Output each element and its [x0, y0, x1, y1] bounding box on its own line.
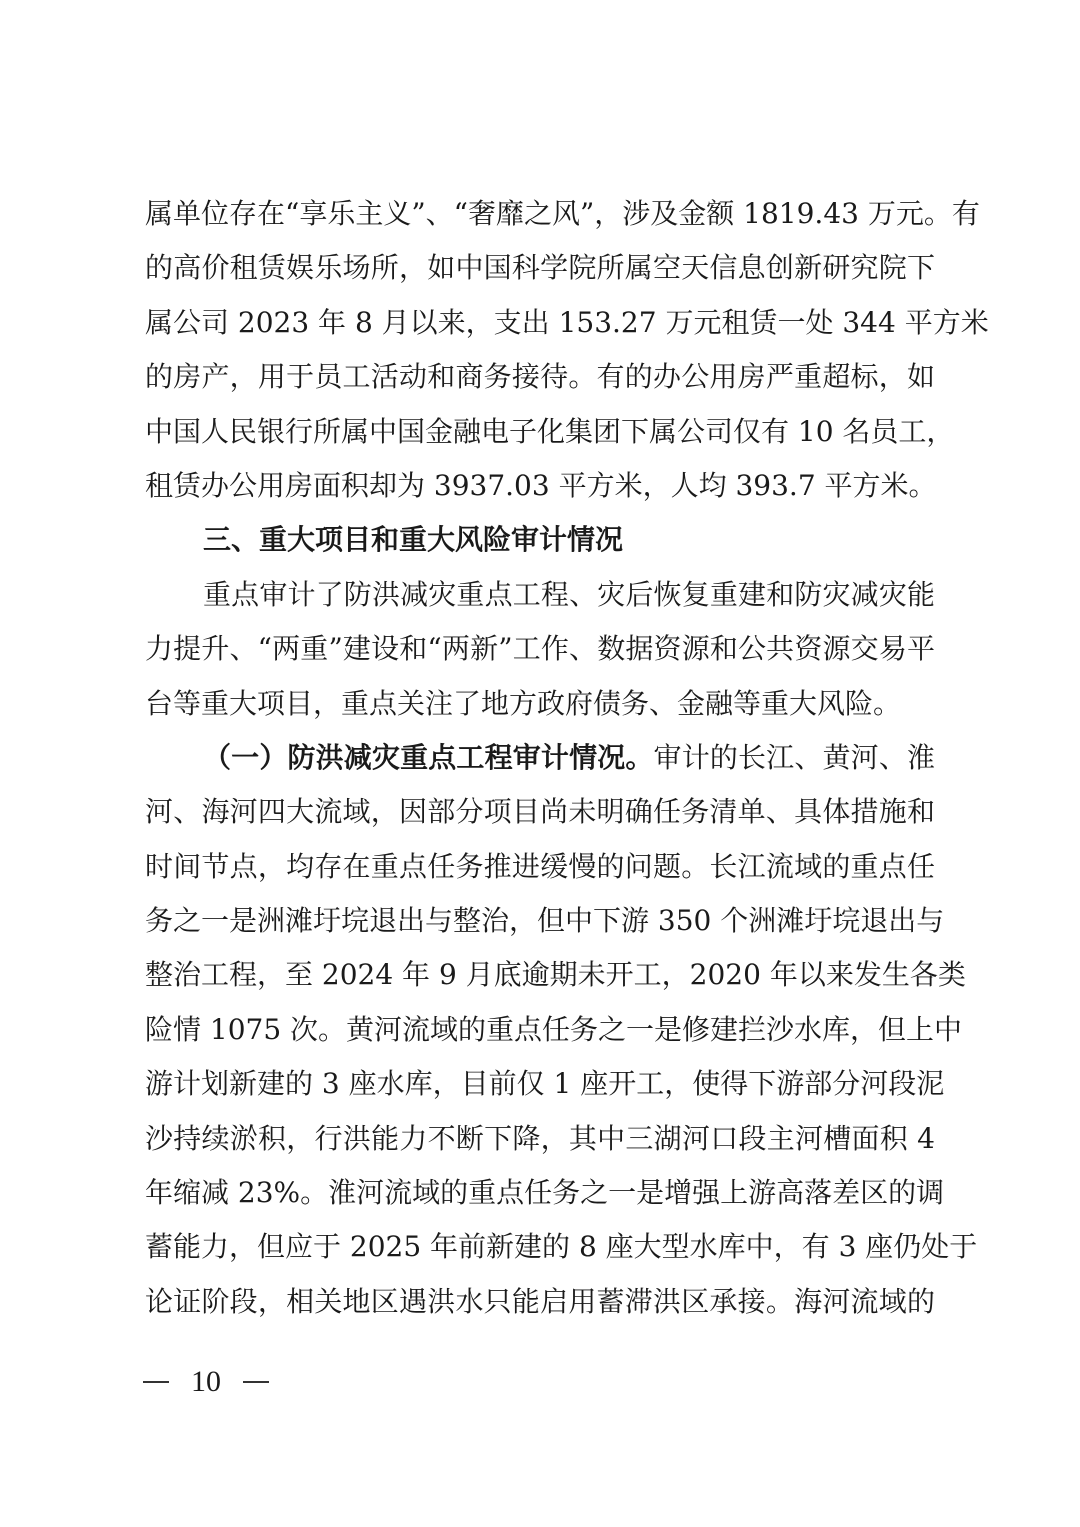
paragraph-line: 属单位存在“享乐主义”、“奢靡之风”，涉及金额 1819.43 万元。有: [145, 197, 980, 230]
footer-dash-right: [243, 1381, 269, 1383]
subsection-line: 整治工程，至 2024 年 9 月底逾期未开工，2020 年以来发生各类: [145, 958, 966, 992]
intro-paragraph-line: 台等重大项目，重点关注了地方政府债务、金融等重大风险。: [145, 686, 902, 720]
paragraph-line: 的房产，用于员工活动和商务接待。有的办公用房严重超标，如: [145, 360, 935, 394]
subsection-first-line-text: 审计的长江、黄河、淮: [653, 740, 935, 774]
section-heading: 三、重大项目和重大风险审计情况: [203, 523, 624, 557]
subsection-line: 河、海河四大流域，因部分项目尚未明确任务清单、具体措施和: [145, 795, 935, 829]
subsection-line: 时间节点，均存在重点任务推进缓慢的问题。长江流域的重点任: [145, 849, 935, 883]
paragraph-line: 中国人民银行所属中国金融电子化集团下属公司仅有 10 名员工，: [145, 414, 955, 448]
subsection-line: 险情 1075 次。黄河流域的重点任务之一是修建拦沙水库，但上中: [145, 1012, 963, 1046]
paragraph-line: 的高价租赁娱乐场所，如中国科学院所属空天信息创新研究院下: [145, 251, 935, 285]
document-body: [145, 192, 989, 1334]
subsection-line: 沙持续淤积，行洪能力不断下降，其中三湖河口段主河槽面积 4: [145, 1121, 935, 1155]
subsection-line: 论证阶段，相关地区遇洪水只能启用蓄滞洪区承接。海河流域的: [145, 1284, 935, 1318]
paragraph-line: 租赁办公用房面积却为 3937.03 平方米，人均 393.7 平方米。: [145, 468, 937, 502]
subsection-line: 务之一是洲滩圩垸退出与整治，但中下游 350 个洲滩圩垸退出与: [145, 904, 945, 938]
subsection-line: 年缩减 23%。淮河流域的重点任务之一是增强上游高落差区的调: [145, 1176, 945, 1210]
intro-paragraph-line: 力提升、“两重”建设和“两新”工作、数据资源和公共资源交易平: [145, 632, 935, 666]
subsection-heading: （一）防洪减灾重点工程审计情况。: [203, 740, 654, 774]
footer-dash-left: [143, 1381, 169, 1383]
subsection-first-line: [145, 736, 935, 790]
subsection-line: 蓄能力，但应于 2025 年前新建的 8 座大型水库中，有 3 座仍处于: [145, 1230, 978, 1264]
paragraph-line: 属公司 2023 年 8 月以来，支出 153.27 万元租赁一处 344 平方米: [145, 305, 989, 339]
page-footer: [143, 1365, 269, 1399]
page-number: 10: [191, 1365, 221, 1398]
intro-paragraph-line: 重点审计了防洪减灾重点工程、灾后恢复重建和防灾减灾能: [203, 577, 935, 611]
subsection-line: 游计划新建的 3 座水库，目前仅 1 座开工，使得下游部分河段泥: [145, 1067, 945, 1101]
